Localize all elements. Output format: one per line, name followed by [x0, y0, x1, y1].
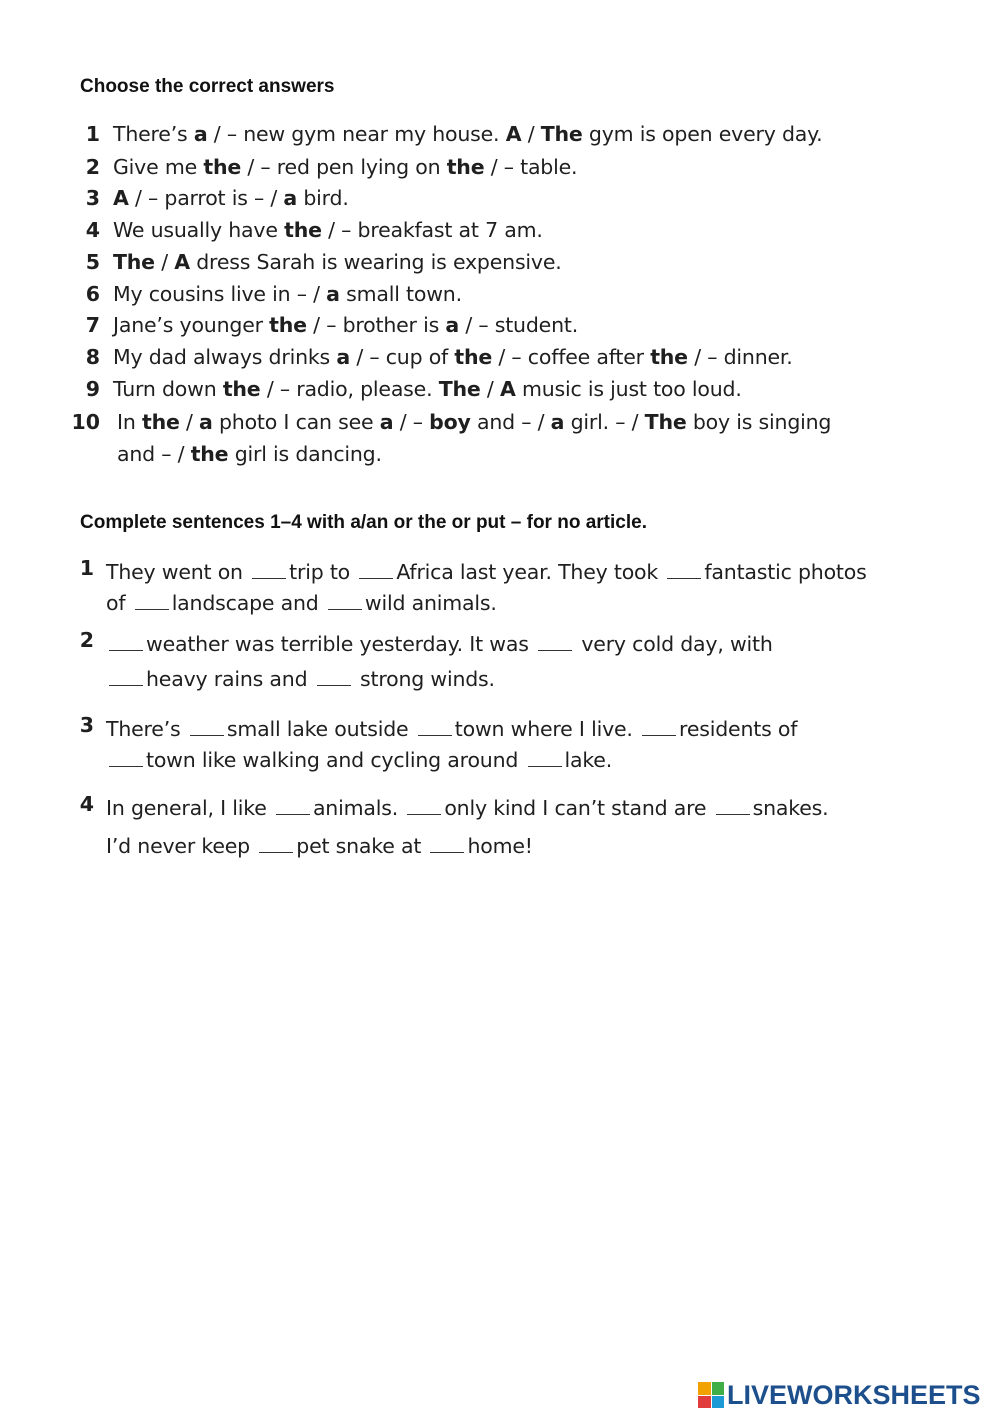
choice-sentence	[113, 122, 822, 146]
answer-blank[interactable]	[109, 628, 143, 651]
sentence-text: / – dinner.	[687, 345, 793, 369]
sentence-text: / – parrot is – /	[128, 186, 284, 210]
fill-sentence	[106, 628, 773, 656]
fill-sentence	[106, 556, 867, 584]
sentence-text: lake.	[564, 748, 613, 772]
item-number: 3	[85, 186, 100, 210]
sentence-text: My cousins live in – /	[113, 282, 327, 306]
sentence-text: weather was terrible yesterday. It was	[146, 632, 536, 656]
sentence-text: /	[154, 250, 175, 274]
answer-blank[interactable]	[538, 628, 572, 651]
answer-option[interactable]: boy	[429, 410, 471, 434]
fill-sentence	[106, 663, 495, 691]
answer-blank[interactable]	[359, 556, 393, 579]
answer-option[interactable]: the	[203, 155, 242, 179]
answer-option[interactable]: a	[336, 345, 350, 369]
item-number: 9	[85, 377, 100, 401]
answer-blank[interactable]	[418, 713, 452, 736]
sentence-text: / – breakfast at 7 am.	[321, 218, 543, 242]
sentence-text: We usually have	[113, 218, 285, 242]
fill-sentence	[106, 830, 533, 858]
answer-option[interactable]: the	[650, 345, 688, 369]
sentence-text: There’s	[113, 122, 194, 146]
answer-option[interactable]: a	[199, 410, 213, 434]
sentence-text: snakes.	[752, 796, 829, 820]
item-number: 2	[85, 155, 100, 179]
choice-sentence	[117, 410, 831, 434]
answer-blank[interactable]	[252, 556, 286, 579]
sentence-text: town where I live.	[454, 717, 640, 741]
answer-option[interactable]: A	[113, 186, 129, 210]
answer-option[interactable]: The	[644, 410, 687, 434]
fill-sentence	[106, 713, 797, 741]
sentence-text: photo I can see	[212, 410, 380, 434]
logo-square	[712, 1396, 725, 1409]
item-number: 7	[85, 313, 100, 337]
answer-option[interactable]: a	[193, 122, 208, 146]
sentence-text: music is just too loud.	[515, 377, 742, 401]
choice-sentence	[113, 377, 742, 401]
answer-blank[interactable]	[328, 587, 362, 610]
sentence-text: small town.	[339, 282, 462, 306]
logo-text: LIVEWORKSHEETS	[727, 1379, 981, 1410]
sentence-text: of	[106, 591, 132, 615]
sentence-text: / – coffee after	[492, 345, 651, 369]
fill-sentence	[106, 587, 497, 615]
sentence-text: small lake outside	[226, 717, 415, 741]
answer-option[interactable]: A	[174, 250, 190, 274]
choice-sentence	[117, 442, 382, 466]
choice-sentence	[113, 155, 577, 179]
choice-sentence	[113, 250, 562, 274]
answer-option[interactable]: the	[284, 218, 322, 242]
answer-option[interactable]: a	[283, 186, 298, 210]
sentence-text: / – table.	[484, 155, 578, 179]
item-number: 3	[79, 713, 94, 737]
item-number: 6	[85, 282, 100, 306]
sentence-text: / – cup of	[350, 345, 455, 369]
answer-option[interactable]: the	[446, 155, 485, 179]
sentence-text: /	[480, 377, 500, 401]
answer-blank[interactable]	[109, 663, 143, 686]
sentence-text: / – radio, please.	[260, 377, 439, 401]
choice-sentence	[113, 345, 793, 369]
fill-sentence	[106, 792, 828, 820]
answer-blank[interactable]	[667, 556, 701, 579]
sentence-text: town like walking and cycling around	[146, 748, 525, 772]
answer-option[interactable]: the	[222, 377, 261, 401]
answer-option[interactable]: a	[379, 410, 394, 434]
sentence-text: / – brother is	[306, 313, 446, 337]
sentence-text: / – student.	[459, 313, 579, 337]
sentence-text: girl is dancing.	[228, 442, 382, 466]
item-number: 8	[85, 345, 100, 369]
logo-square	[698, 1382, 711, 1395]
answer-blank[interactable]	[528, 744, 562, 767]
sentence-text: animals.	[312, 796, 405, 820]
answer-option[interactable]: A	[505, 122, 522, 146]
sentence-text: /	[179, 410, 200, 434]
logo-square	[698, 1396, 711, 1409]
liveworksheets-logo	[698, 1378, 981, 1412]
sentence-text: residents of	[679, 717, 798, 741]
item-number: 1	[85, 122, 100, 146]
logo-icon	[698, 1382, 724, 1408]
sentence-text: Turn down	[113, 377, 223, 401]
answer-option[interactable]: a	[550, 410, 565, 434]
sentence-text: In	[117, 410, 142, 434]
sentence-text: and – /	[470, 410, 551, 434]
choice-sentence	[113, 186, 349, 210]
section2-heading: Complete sentences 1–4 with a/an or the or put – for no article.	[80, 512, 647, 533]
answer-blank[interactable]	[716, 792, 750, 815]
sentence-text: My dad always drinks	[113, 345, 337, 369]
sentence-text: bird.	[297, 186, 349, 210]
answer-option[interactable]: a	[445, 313, 460, 337]
answer-option[interactable]: The	[438, 377, 481, 401]
choice-sentence	[113, 313, 578, 337]
sentence-text: wild animals.	[364, 591, 497, 615]
answer-option[interactable]: the	[269, 313, 307, 337]
sentence-text: /	[521, 122, 541, 146]
sentence-text: and – /	[117, 442, 191, 466]
answer-blank[interactable]	[259, 830, 293, 853]
answer-blank[interactable]	[317, 663, 351, 686]
sentence-text: / –	[393, 410, 430, 434]
fill-sentence	[106, 744, 612, 772]
sentence-text: Africa last year. They took	[396, 560, 665, 584]
answer-option[interactable]: the	[190, 442, 229, 466]
answer-option[interactable]: The	[113, 250, 155, 274]
sentence-text: landscape and	[171, 591, 325, 615]
sentence-text: boy is singing	[686, 410, 832, 434]
item-number: 5	[85, 250, 100, 274]
answer-blank[interactable]	[109, 744, 143, 767]
answer-option[interactable]: the	[454, 345, 493, 369]
section1-heading: Choose the correct answers	[80, 76, 335, 97]
sentence-text: gym is open every day.	[582, 122, 823, 146]
sentence-text: very cold day, with	[575, 632, 773, 656]
sentence-text: Give me	[113, 155, 204, 179]
sentence-text: Jane’s younger	[113, 313, 270, 337]
sentence-text: pet snake at	[296, 834, 428, 858]
sentence-text: / – new gym near my house.	[207, 122, 506, 146]
item-number: 2	[79, 628, 94, 652]
logo-square	[712, 1382, 725, 1395]
item-number: 10	[71, 410, 100, 434]
answer-blank[interactable]	[430, 830, 464, 853]
answer-option[interactable]: The	[540, 122, 583, 146]
item-number: 1	[79, 556, 94, 580]
sentence-text: home!	[467, 834, 533, 858]
choice-sentence	[113, 218, 543, 242]
item-number: 4	[85, 218, 100, 242]
choice-sentence	[113, 282, 462, 306]
sentence-text: only kind I can’t stand are	[444, 796, 713, 820]
answer-blank[interactable]	[135, 587, 169, 610]
answer-option[interactable]: the	[141, 410, 180, 434]
answer-option[interactable]: A	[499, 377, 516, 401]
sentence-text: fantastic photos	[704, 560, 867, 584]
sentence-text: I’d never keep	[106, 834, 257, 858]
sentence-text: girl. – /	[564, 410, 645, 434]
answer-blank[interactable]	[642, 713, 676, 736]
sentence-text: dress Sarah is wearing is expensive.	[189, 250, 562, 274]
answer-blank[interactable]	[407, 792, 441, 815]
sentence-text: strong winds.	[353, 667, 495, 691]
sentence-text: / – red pen lying on	[241, 155, 447, 179]
answer-option[interactable]: a	[326, 282, 340, 306]
sentence-text: They went on	[106, 560, 250, 584]
sentence-text: In general, I like	[106, 796, 273, 820]
answer-blank[interactable]	[190, 713, 224, 736]
sentence-text: There’s	[106, 717, 187, 741]
sentence-text: trip to	[289, 560, 357, 584]
sentence-text: heavy rains and	[146, 667, 314, 691]
answer-blank[interactable]	[276, 792, 310, 815]
item-number: 4	[79, 792, 94, 816]
